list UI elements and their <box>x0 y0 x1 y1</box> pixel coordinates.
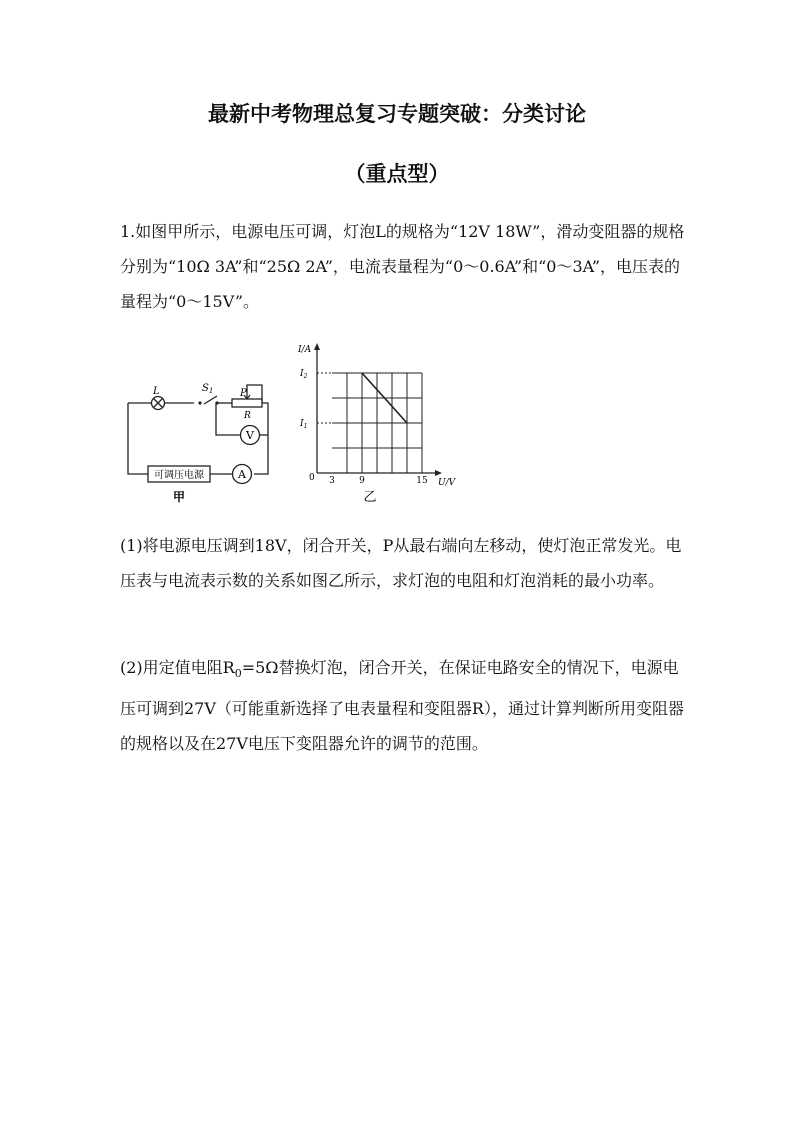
graph-caption: 乙 <box>363 490 377 505</box>
circuit-caption: 甲 <box>172 490 186 504</box>
x-tick-15: 15 <box>416 476 428 486</box>
switch-blade <box>204 396 217 404</box>
tick-guide-lines <box>317 373 332 423</box>
x-tick-3: 3 <box>329 476 335 486</box>
question-intro: 1.如图甲所示，电源电压可调，灯泡L的规格为“12V 18W”，滑动变阻器的规格分别为“10Ω 3A”和“25Ω 2A”，电流表量程为“0～0.6A”和“0～3A”，电压表的量程为“0～15V”。 <box>120 222 685 311</box>
resistor-label: R <box>244 411 251 421</box>
x-tick-9: 9 <box>359 476 365 486</box>
part2-text-a: (2)用定值电阻R <box>120 658 235 677</box>
page-subtitle: （重点型） <box>344 162 450 186</box>
question-part2 <box>120 650 690 761</box>
switch-contact-left <box>198 401 201 404</box>
y-tick-i1: $I_1$ <box>300 419 308 430</box>
y-axis-arrow-icon <box>314 343 320 350</box>
lamp-icon <box>152 397 165 410</box>
figure-svg <box>122 338 456 506</box>
question-part1: (1)将电源电压调到18V，闭合开关，P从最右端向左移动，使灯泡正常发光。电压表与电流表示数的关系如图乙所示，求灯泡的电阻和灯泡消耗的最小功率。 <box>120 536 682 590</box>
part2-subscript: 0 <box>234 667 242 681</box>
graph-origin: 0 <box>309 473 315 483</box>
part2-text-b: =5Ω替换灯泡，闭合开关，在保证电路安全的情况下，电源电压可调到27V（可能重新选择了电表量程和变阻器R），通过计算判断所用变阻器的规格以及在27V电压下变阻器允许的调节的范围。 <box>120 658 684 754</box>
wire-voltmeter-left <box>216 403 240 435</box>
y-axis-label: I/A <box>298 345 312 355</box>
slider-label: P <box>240 388 247 399</box>
voltmeter-label: V <box>246 429 254 442</box>
y-tick-i2: $I_2$ <box>300 369 308 380</box>
lamp-label: L <box>153 386 160 397</box>
page-title: 最新中考物理总复习专题突破：分类讨论 <box>208 102 586 126</box>
x-axis-arrow-icon <box>435 470 442 476</box>
figure <box>122 338 456 506</box>
switch-contact-right <box>215 401 218 404</box>
x-axis-label: U/V <box>438 478 456 488</box>
graph-grid <box>332 373 422 473</box>
power-source-label: 可调压电源 <box>154 470 204 481</box>
ammeter-label: A <box>238 468 246 481</box>
switch-label: $S_1$ <box>202 383 214 395</box>
resistor-icon <box>232 399 262 407</box>
wire-left <box>128 403 148 474</box>
